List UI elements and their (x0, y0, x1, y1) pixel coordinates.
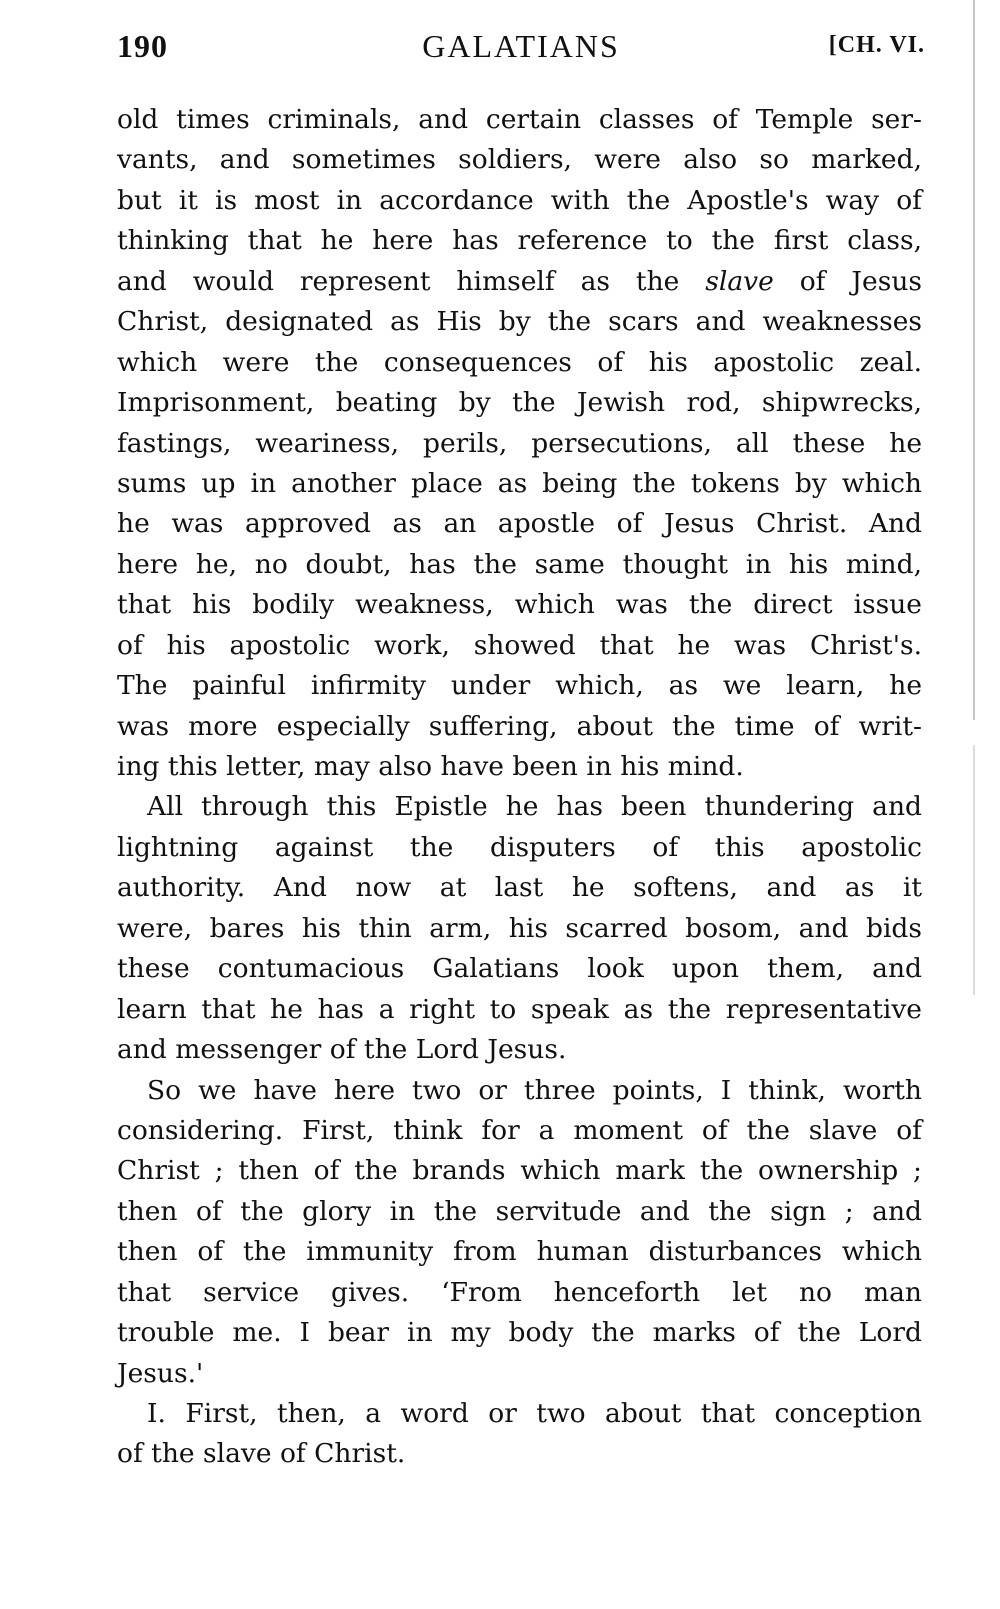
text-line: I. First, then, a word or two about that conception (147, 1398, 922, 1429)
text-line: that service gives. ‘From henceforth let no man (117, 1276, 922, 1308)
text-line: The painful infirmity under which, as we learn, he (117, 670, 922, 702)
text-line: lightning against the disputers of this apostolic (117, 831, 922, 863)
page-edge-rule (973, 745, 975, 995)
text-line: of the slave of Christ. (117, 1438, 406, 1470)
running-title: GALATIANS (422, 28, 620, 64)
body-text (117, 100, 922, 1475)
text-line: All through this Epistle he has been thundering and (147, 791, 922, 823)
text-line: considering. First, think for a moment of the slave of (117, 1114, 922, 1146)
text-segment: and would represent himself as the (117, 265, 706, 297)
text-line: trouble me. I bear in my body the marks of the Lord (117, 1317, 922, 1349)
text-line: Christ, designated as His by the scars and weaknesses (117, 306, 922, 338)
text-line: Jesus.' (117, 1357, 204, 1389)
text-line: vants, and sometimes soldiers, were also so marked, (117, 144, 922, 176)
text-line: old times criminals, and certain classes of Temple ser- (117, 104, 922, 135)
page-number: 190 (117, 28, 168, 64)
italic-word: slave (705, 265, 774, 297)
text-line: were, bares his thin arm, his scarred bosom, and bids (117, 912, 922, 944)
running-header (117, 28, 925, 78)
chapter-reference: [CH. VI. (828, 32, 925, 58)
text-line: So we have here two or three points, I think, worth (147, 1074, 922, 1106)
text-line: thinking that he here has reference to the first class, (117, 225, 922, 257)
text-line: then of the immunity from human disturbances which (117, 1236, 922, 1268)
text-line: then of the glory in the servitude and the sign ; and (117, 1195, 922, 1227)
page-edge-rule (973, 0, 975, 720)
text-line: and messenger of the Lord Jesus. (117, 1034, 567, 1066)
text-line: ing this letter, may also have been in his mind. (117, 751, 744, 782)
text-segment: of Jesus (773, 265, 922, 297)
text-line: these contumacious Galatians look upon them, and (117, 953, 922, 985)
text-line (117, 262, 922, 302)
text-line: learn that he has a right to speak as the representative (117, 993, 922, 1025)
text-line: but it is most in accordance with the Apostle's way of (117, 184, 922, 216)
text-line: of his apostolic work, showed that he was Christ's. (117, 629, 922, 661)
text-line: authority. And now at last he softens, and as it (117, 872, 922, 904)
text-line: here he, no doubt, has the same thought in his mind, (117, 548, 922, 580)
text-line: which were the consequences of his apostolic zeal. (117, 346, 922, 378)
text-line: was more especially suffering, about the time of writ- (117, 710, 922, 742)
text-line: sums up in another place as being the tokens by which (117, 467, 922, 499)
text-line: fastings, weariness, perils, persecutions, all these he (117, 427, 922, 459)
text-line: Christ ; then of the brands which mark the ownership ; (117, 1155, 922, 1187)
text-line: that his bodily weakness, which was the direct issue (117, 589, 922, 621)
text-line: Imprisonment, beating by the Jewish rod, shipwrecks, (117, 387, 922, 419)
text-line: he was approved as an apostle of Jesus Christ. And (117, 508, 922, 540)
